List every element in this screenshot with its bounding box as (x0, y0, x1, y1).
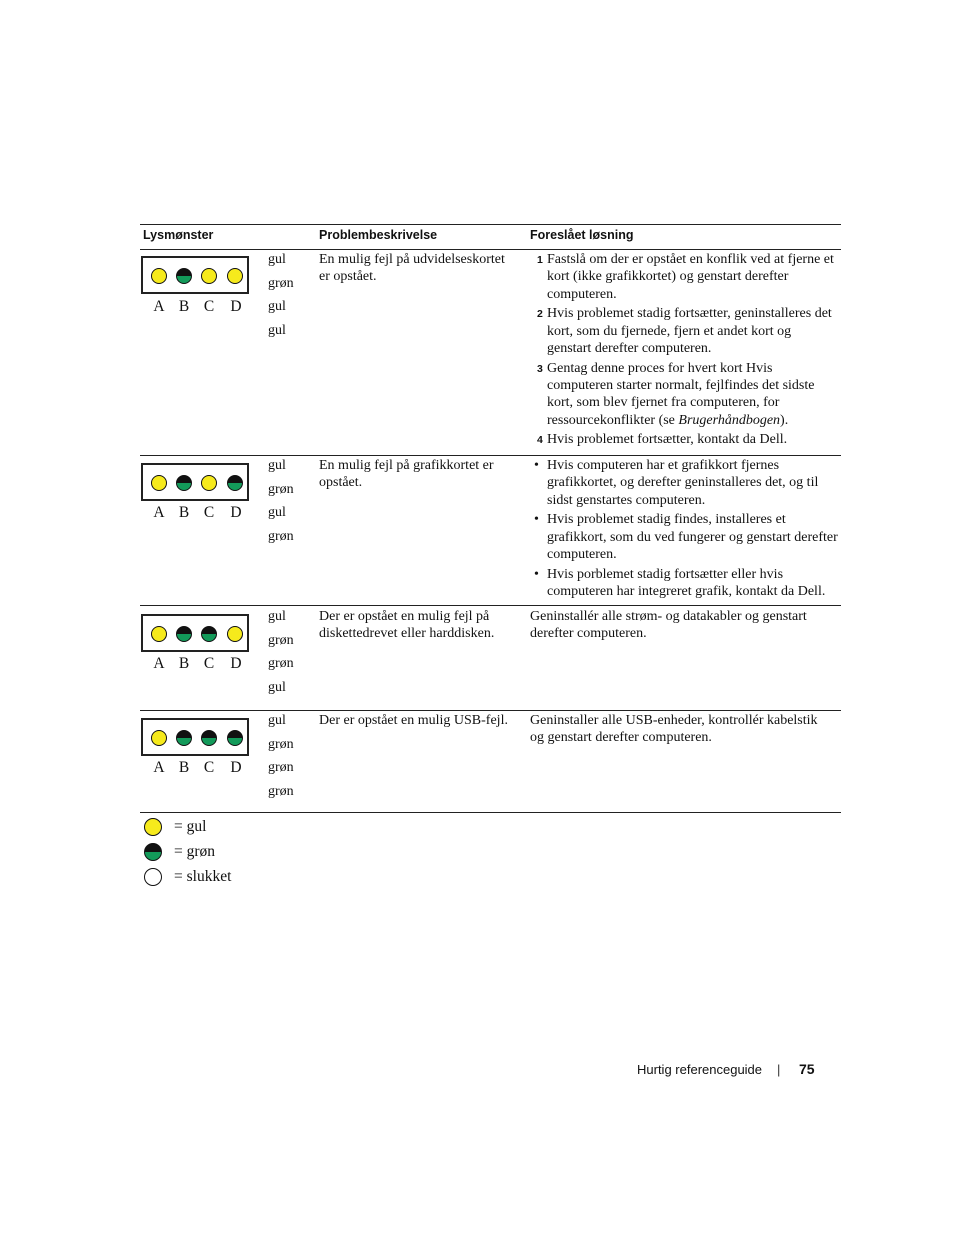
led-color: gul (268, 299, 286, 314)
led-b-icon (176, 626, 192, 642)
led-color: grøn (268, 760, 294, 775)
led-letter: C (203, 298, 215, 315)
solution-step (530, 431, 838, 448)
solution-list (530, 457, 838, 603)
step-number: 2 (537, 308, 543, 321)
led-letter: C (203, 759, 215, 776)
bullet-text: Hvis problemet stadig findes, installeres et grafikkort, som du ved fungerer og genstart derefter computeren. (547, 512, 838, 562)
led-letter: B (178, 504, 190, 521)
step-number: 1 (537, 254, 543, 266)
bullet-icon: • (534, 512, 539, 528)
row-rule (140, 455, 841, 456)
led-b-icon (176, 268, 192, 284)
page-number: 75 (799, 1061, 815, 1077)
problem-description: Der er opstået en mulig USB-fejl. (319, 713, 508, 728)
footer-separator: | (777, 1062, 781, 1077)
led-color: grøn (268, 528, 294, 544)
led-letter: A (153, 298, 165, 315)
solution-list (530, 251, 838, 451)
table-bottom-rule (140, 812, 841, 813)
led-color: grøn (268, 656, 294, 671)
bullet-icon: • (534, 458, 539, 473)
step-text-tail: ). (780, 412, 789, 428)
solution-step (530, 360, 838, 429)
step-text: Fastslå om der er opstået en konflik ved at fjerne et kort (ikke grafikkortet) og genstart derefter computeren. (547, 252, 834, 302)
led-color-list (268, 454, 294, 548)
solution-bullet (530, 511, 838, 563)
led-color: grøn (268, 481, 294, 497)
solution-step (530, 305, 838, 357)
led-color: grøn (268, 632, 294, 648)
problem-description: Der er opstået en mulig fejl på diskettedrevet eller harddisken. (319, 609, 495, 642)
led-letter: B (178, 298, 190, 315)
solution-bullet (530, 566, 838, 601)
footer-title: Hurtig referenceguide (637, 1062, 763, 1077)
light-pattern-panel (141, 463, 249, 501)
step-text: Gentag denne proces for hvert kort Hvis computeren starter normalt, fejlfindes det sidste kort, som blev fjernet fra computeren, for ressourcekonflikter (se (547, 360, 815, 428)
light-pattern-panel (141, 256, 249, 294)
bullet-text: Hvis computeren har et grafikkort fjernes grafikkortet, og derefter geninstalleres det, og til sidst genstartes computeren. (547, 458, 819, 508)
led-color: gul (268, 609, 286, 624)
led-letter: C (203, 655, 215, 672)
led-a-icon (151, 268, 167, 284)
led-color: gul (268, 505, 286, 520)
led-color: grøn (268, 783, 294, 799)
legend-label: = gul (174, 818, 207, 835)
led-a-icon (151, 730, 167, 746)
step-text: Hvis problemet stadig fortsætter, geninstalleres det kort, som du fjernede, fjern et andet kort og genstart derefter computeren. (547, 306, 832, 356)
led-a-icon (151, 626, 167, 642)
green-led-icon (144, 843, 162, 861)
problem-description: En mulig fejl på grafikkortet er opstået. (319, 458, 494, 491)
light-pattern-panel (141, 718, 249, 756)
bullet-icon: • (534, 566, 539, 582)
header-suggested-solution: Foreslået løsning (530, 228, 634, 242)
led-b-icon (176, 475, 192, 491)
led-color: gul (268, 679, 286, 695)
header-problem-description: Problembeskrivelse (319, 228, 438, 242)
led-a-icon (151, 475, 167, 491)
led-letter: B (178, 759, 190, 776)
led-d-icon (227, 626, 243, 642)
led-letter: D (230, 504, 242, 521)
yellow-led-icon (144, 818, 162, 836)
led-c-icon (201, 268, 217, 284)
table-top-rule (140, 224, 841, 225)
led-b-icon (176, 730, 192, 746)
off-led-icon (144, 868, 162, 886)
led-letter: D (230, 655, 242, 672)
header-light-pattern: Lysmønster (143, 228, 214, 242)
led-c-icon (201, 730, 217, 746)
led-color-list (268, 709, 294, 803)
led-letter: A (153, 504, 165, 521)
header-rule (140, 249, 841, 250)
led-color: gul (268, 713, 286, 728)
problem-description: En mulig fejl på udvidelseskortet er opstået. (319, 252, 505, 285)
led-color: gul (268, 252, 286, 267)
led-color-list (268, 248, 294, 342)
step-text-emphasis: Brugerhåndbogen (678, 412, 781, 428)
led-c-icon (201, 626, 217, 642)
step-number: 3 (537, 362, 543, 375)
solution-bullet (530, 457, 838, 509)
led-d-icon (227, 730, 243, 746)
solution-text: Geninstaller alle USB-enheder, kontrollér kabelstik og genstart derefter computeren. (530, 713, 818, 746)
legend-label: = slukket (174, 868, 232, 885)
led-color-list (268, 605, 294, 699)
led-color: grøn (268, 736, 294, 752)
legend-label: = grøn (174, 843, 216, 860)
solution-text: Geninstallér alle strøm- og datakabler og genstart derefter computeren. (530, 609, 807, 642)
solution-step (530, 251, 838, 303)
led-letter: A (153, 759, 165, 776)
led-color: gul (268, 322, 286, 338)
led-d-icon (227, 268, 243, 284)
led-letter: A (153, 655, 165, 672)
light-pattern-panel (141, 614, 249, 652)
bullet-text: Hvis porblemet stadig fortsætter eller hvis computeren har integreret grafik, kontakt da Dell. (547, 566, 826, 600)
led-color: gul (268, 458, 286, 473)
led-letter: D (230, 298, 242, 315)
led-letter: D (230, 759, 242, 776)
led-c-icon (201, 475, 217, 491)
led-letter: C (203, 504, 215, 521)
row-rule (140, 605, 841, 606)
led-letter: B (178, 655, 190, 672)
led-d-icon (227, 475, 243, 491)
step-text: Hvis problemet fortsætter, kontakt da Dell. (547, 432, 788, 448)
row-rule (140, 710, 841, 711)
led-color: grøn (268, 275, 294, 291)
step-number: 4 (537, 434, 543, 447)
